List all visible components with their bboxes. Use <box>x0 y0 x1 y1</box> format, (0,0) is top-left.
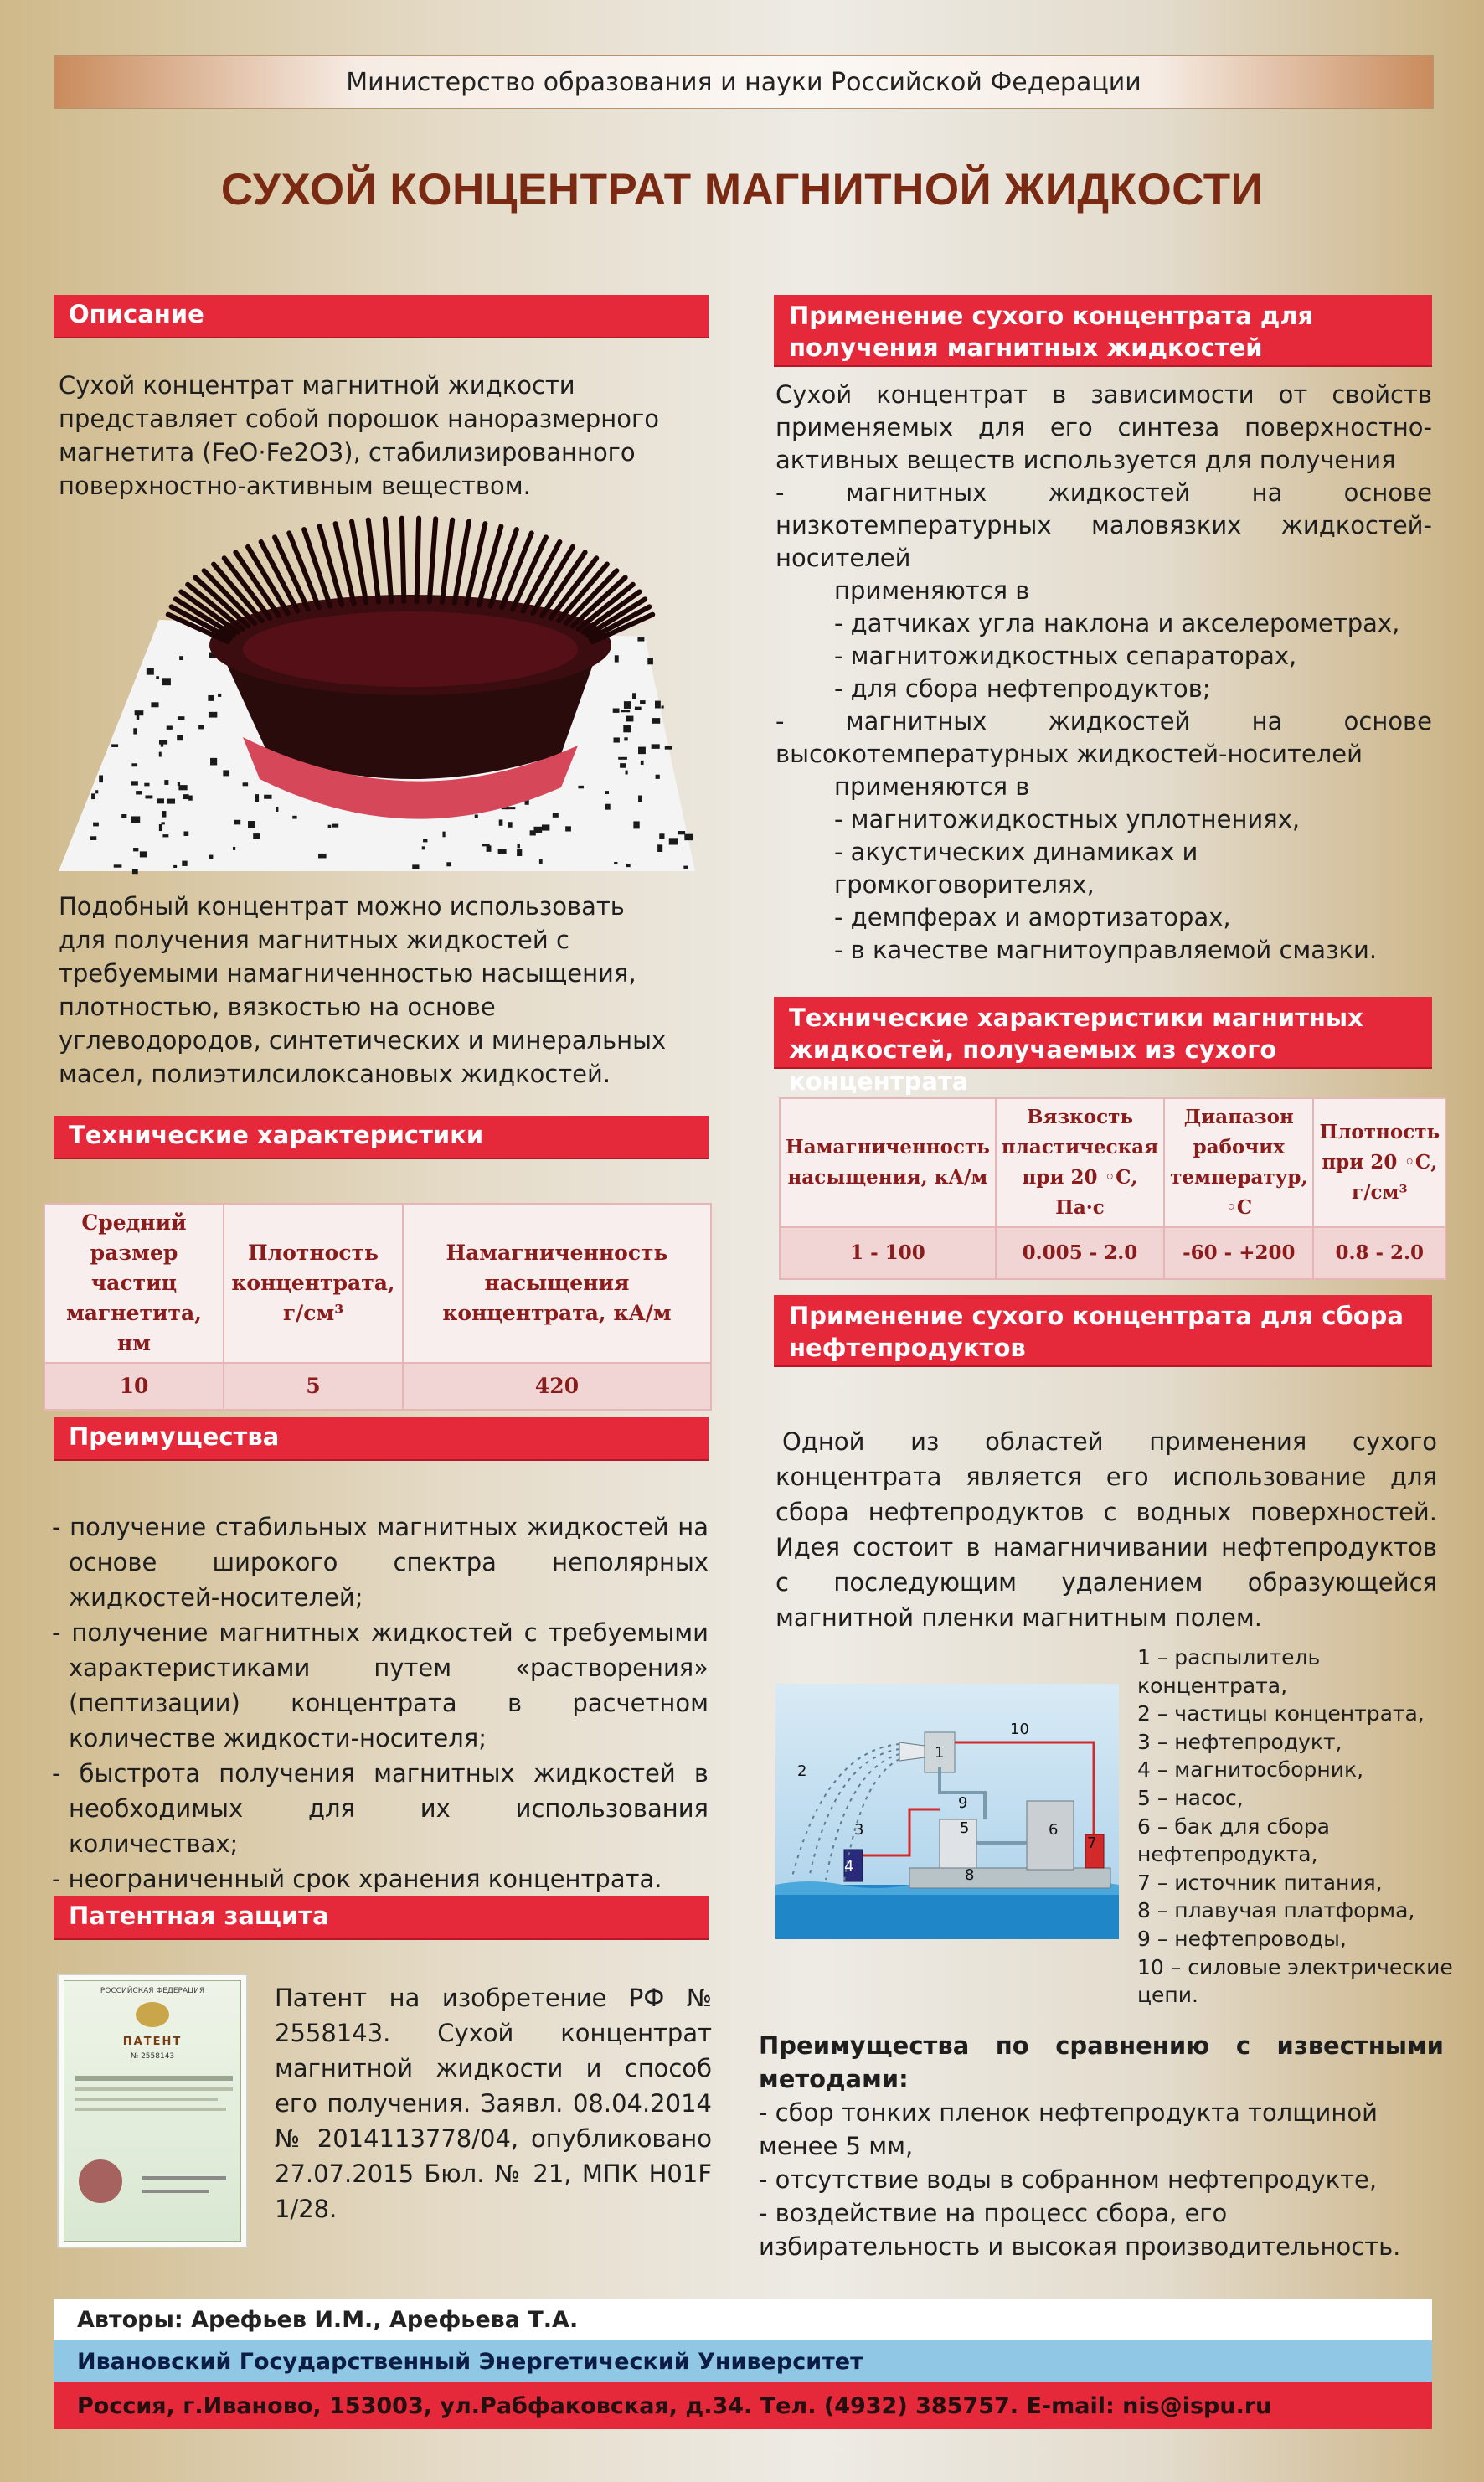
application-group-2: - магнитных жидкостей на основе высокотемпературных жидкостей-носителей <box>775 707 1432 768</box>
diagram-legend <box>1137 1643 1456 2010</box>
diagram-label: 8 <box>965 1866 975 1884</box>
authors-label: Авторы: <box>77 2306 183 2333</box>
diagram-label: 2 <box>797 1762 807 1780</box>
fluid-specs-header-row <box>780 1098 1445 1227</box>
authors-names: Арефьев И.М., Арефьева Т.А. <box>191 2306 579 2333</box>
list-item: - для сбора нефтепродуктов; <box>834 674 1211 703</box>
list-item: - датчиках угла наклона и акселерометрах, <box>834 609 1400 637</box>
description-text-2: Подобный концентрат можно использовать для получения магнитных жидкостей с требуемыми намагниченностью насыщения, плотностью, вязкостью на основе углеводородов, синтетических и минеральных масел, полиэтилсилоксановых жидкостей. <box>59 892 667 1088</box>
legend-item: 9 – нефтепроводы, <box>1137 1926 1347 1951</box>
specs-value-cell: 10 <box>44 1363 224 1410</box>
legend-item: 3 – нефтепродукт, <box>1137 1729 1342 1754</box>
patent-doc-title: ПАТЕНТ <box>122 2036 183 2048</box>
list-item: - магнитожидкостных уплотнениях, <box>834 805 1301 833</box>
specs-value-cell: 420 <box>403 1363 711 1410</box>
list-item: - воздействие на процесс сбора, его избирательность и высокая производительность. <box>759 2199 1401 2261</box>
patent-document-image <box>57 1974 248 2248</box>
legend-item: 8 – плавучая платформа, <box>1137 1898 1415 1923</box>
legend-item: 6 – бак для сбора нефтепродукта, <box>1137 1814 1330 1867</box>
fluid-specs-value-cell: 0.8 - 2.0 <box>1313 1227 1445 1279</box>
comparison-block <box>759 2029 1444 2263</box>
legend-item: 2 – частицы концентрата, <box>1137 1701 1425 1726</box>
application-intro: Сухой концентрат в зависимости от свойств применяемых для его синтеза поверхностно-активных веществ используется для получения <box>775 380 1432 474</box>
fluid-specs-table <box>779 1097 1446 1280</box>
emblem-icon <box>136 2002 169 2027</box>
legend-item: 5 – насос, <box>1137 1785 1244 1810</box>
list-item: - демпферах и амортизаторах, <box>834 903 1231 931</box>
ministry-text: Министерство образования и науки Российской Федерации <box>346 67 1141 97</box>
ferrofluid-bowl-image <box>59 503 695 875</box>
diagram-label: 9 <box>958 1794 968 1812</box>
university-name: Ивановский Государственный Энергетический Университет <box>77 2348 863 2375</box>
legend-item: 10 – силовые электрические цепи. <box>1137 1954 1453 2008</box>
fluid-specs-value-row <box>780 1227 1445 1279</box>
fluid-specs-value-cell: 1 - 100 <box>780 1227 996 1279</box>
diagram-label: 4 <box>844 1858 854 1876</box>
fluid-specs-header-cell: Вязкость пластическая при 20 ◦С, Па·с <box>996 1098 1164 1227</box>
patent-doc-header: РОССИЙСКАЯ ФЕДЕРАЦИЯ <box>100 1987 205 1995</box>
diagram-label: 7 <box>1087 1834 1097 1852</box>
patent-doc-number: № 2558143 <box>130 2052 175 2061</box>
specs-heading: Технические характеристики <box>54 1116 709 1159</box>
address-text: Россия, г.Иваново, 153003, ул.Рабфаковская, д.34. Тел. (4932) 385757. E-mail: nis@ispu.ru <box>77 2392 1272 2419</box>
patent-heading: Патентная защита <box>54 1896 709 1940</box>
diagram-label: 1 <box>935 1744 945 1762</box>
application-heading: Применение сухого концентрата для получения магнитных жидкостей <box>774 295 1432 367</box>
list-item: - магнитожидкостных сепараторах, <box>834 642 1297 670</box>
fluid-specs-value-cell: -60 - +200 <box>1164 1227 1313 1279</box>
fluid-specs-header-cell: Диапазон рабочих температур, ◦С <box>1164 1098 1313 1227</box>
list-item: - неограниченный срок хранения концентрата. <box>52 1865 662 1893</box>
application-used-in-2: применяются в <box>834 772 1030 801</box>
specs-header-cell: Средний размер частиц магнетита, нм <box>44 1204 224 1363</box>
list-item: - быстрота получения магнитных жидкостей в необходимых для их использования количествах; <box>52 1759 709 1858</box>
oil-heading: Применение сухого концентрата для сбора нефтепродуктов <box>774 1295 1432 1367</box>
seal-icon <box>79 2159 122 2203</box>
address-bar <box>54 2382 1432 2429</box>
specs-header-cell: Плотность концентрата, г/см³ <box>224 1204 403 1363</box>
application-used-in-1: применяются в <box>834 576 1030 605</box>
list-item: - отсутствие воды в собранном нефтепродукте, <box>759 2165 1378 2194</box>
patent-text: Патент на изобретение РФ № 2558143. Сухой концентрат магнитной жидкости и способ его получения. Заявл. 08.04.2014 № 2014113778/04, опубликовано 27.07.2015 Бюл. № 21, МПК H01F 1/28. <box>275 1984 712 2223</box>
specs-table-header-row <box>44 1204 711 1363</box>
description-text: Сухой концентрат магнитной жидкости представляет собой порошок наноразмерного магнетита (FeO·Fe2O3), стабилизированного поверхностно-активным веществом. <box>59 371 659 500</box>
fluid-specs-header-cell: Намагниченность насыщения, кА/м <box>780 1098 996 1227</box>
pump-icon <box>940 1819 976 1868</box>
diagram-label: 10 <box>1010 1721 1029 1738</box>
application-group-1: - магнитных жидкостей на основе низкотемпературных маловязких жидкостей-носителей <box>775 478 1432 572</box>
fluid-specs-value-cell: 0.005 - 2.0 <box>996 1227 1164 1279</box>
list-item: - сбор тонких пленок нефтепродукта толщиной менее 5 мм, <box>759 2098 1378 2160</box>
ministry-banner <box>54 55 1434 109</box>
specs-table-value-row <box>44 1363 711 1410</box>
list-item: - акустических динамиках и громкоговорителях, <box>834 838 1198 899</box>
fluid-specs-header-cell: Плотность при 20 ◦С, г/см³ <box>1313 1098 1445 1227</box>
fluid-specs-heading: Технические характеристики магнитных жидкостей, получаемых из сухого концентрата <box>774 997 1432 1069</box>
legend-item: 4 – магнитосборник, <box>1137 1757 1364 1783</box>
poster-title: СУХОЙ КОНЦЕНТРАТ МАГНИТНОЙ ЖИДКОСТИ <box>220 165 1264 214</box>
specs-header-cell: Намагниченность насыщения концентрата, кА/м <box>403 1204 711 1363</box>
university-bar <box>54 2340 1432 2382</box>
advantages-list <box>52 1509 709 1896</box>
list-item: - в качестве магнитоуправляемой смазки. <box>834 936 1378 964</box>
oil-collection-diagram <box>775 1684 1119 1939</box>
specs-table <box>44 1203 712 1411</box>
advantages-heading: Преимущества <box>54 1417 709 1461</box>
authors-bar <box>54 2299 1432 2340</box>
legend-item: 7 – источник питания, <box>1137 1870 1383 1895</box>
legend-item: 1 – распылитель концентрата, <box>1137 1645 1321 1698</box>
diagram-label: 5 <box>960 1819 970 1837</box>
specs-value-cell: 5 <box>224 1363 403 1410</box>
application-text <box>775 379 1432 967</box>
list-item: - получение стабильных магнитных жидкостей на основе широкого спектра неполярных жидкостей-носителей; <box>52 1513 709 1612</box>
diagram-label: 6 <box>1049 1821 1059 1839</box>
description-heading: Описание <box>54 295 709 338</box>
diagram-label: 3 <box>854 1821 864 1839</box>
list-item: - получение магнитных жидкостей с требуемыми характеристиками путем «растворения» (пептизации) концентрата в расчетном количестве жидкости-носителя; <box>52 1618 709 1752</box>
comparison-title: Преимущества по сравнению с известными методами: <box>759 2031 1444 2093</box>
oil-text: Одной из областей применения сухого концентрата является его использование для сбора нефтепродуктов с водных поверхностей. Идея состоит в намагничивании нефтепродуктов с последующим удалением образующейся магнитной пленки магнитным полем. <box>775 1427 1437 1632</box>
